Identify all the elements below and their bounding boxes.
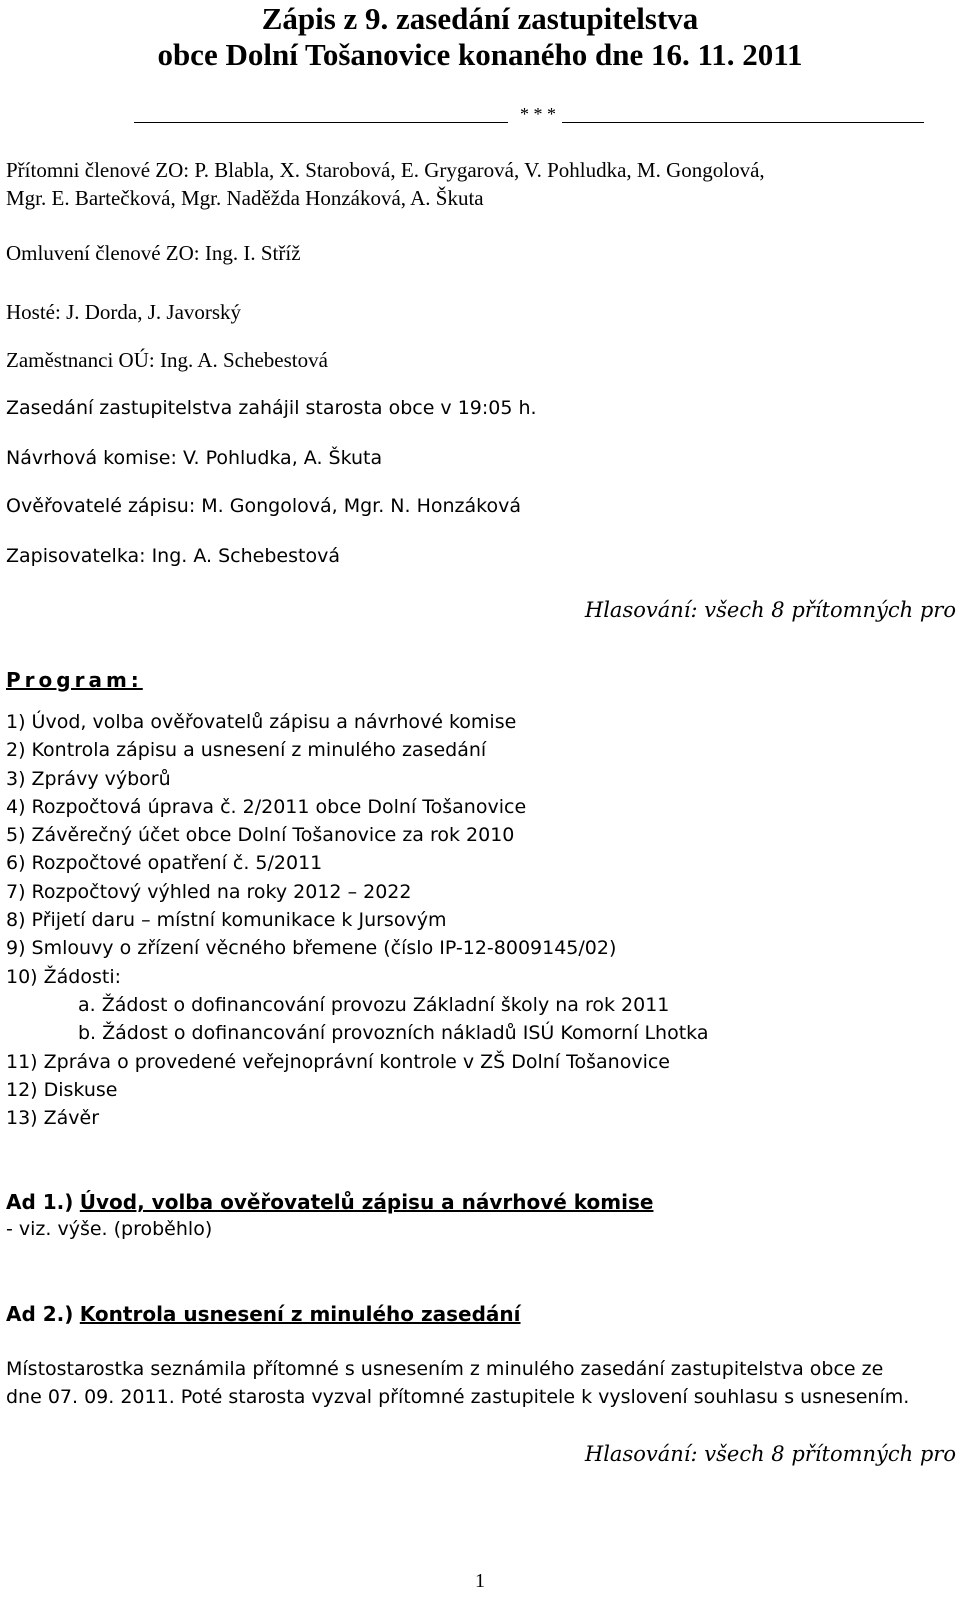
ad2-topic: Kontrola usnesení z minulého zasedání: [79, 1302, 521, 1326]
program-heading: Program:: [6, 668, 143, 692]
document-title-line1: Zápis z 9. zasedání zastupitelstva: [261, 1, 699, 36]
agenda-item: 1) Úvod, volba ověřovatelů zápisu a návrhové komise: [6, 711, 517, 733]
draft-committee: Návrhová komise: V. Pohludka, A. Škuta: [6, 447, 383, 469]
ad2-text-line1: Místostarostka seznámila přítomné s usnesením z minulého zasedání zastupitelstva obce ze: [6, 1358, 884, 1380]
ad2-prefix: Ad 2.): [6, 1302, 74, 1326]
present-members-line2: Mgr. E. Bartečková, Mgr. Naděžda Honzáková, A. Škuta: [6, 186, 484, 210]
excused-members: Omluvení členové ZO: Ing. I. Stříž: [6, 241, 301, 265]
agenda-item: 8) Přijetí daru – místní komunikace k Jursovým: [6, 909, 447, 932]
recorder: Zapisovatelka: Ing. A. Schebestová: [6, 545, 340, 567]
ad2-text-line2: dne 07. 09. 2011. Poté starosta vyzval přítomné zastupitele k vyslovení souhlasu s usnesením.: [6, 1386, 910, 1408]
minutes-verifiers: Ověřovatelé zápisu: M. Gongolová, Mgr. N. Honzáková: [6, 495, 521, 517]
ad1-text: - viz. výše. (proběhlo): [6, 1218, 213, 1240]
agenda-item: 7) Rozpočtový výhled na roky 2012 – 2022: [6, 880, 412, 903]
guests: Hosté: J. Dorda, J. Javorský: [6, 300, 242, 324]
agenda-subitem: b. Žádost o dofinancování provozních nákladů ISÚ Komorní Lhotka: [78, 1022, 709, 1045]
agenda-item: 3) Zprávy výborů: [6, 767, 171, 790]
separator-line-left: [134, 122, 508, 123]
meeting-opened: Zasedání zastupitelstva zahájil starosta obce v 19:05 h.: [6, 397, 537, 419]
agenda-item: 11) Zpráva o provedené veřejnoprávní kontrole v ZŠ Dolní Tošanovice: [6, 1050, 670, 1073]
vote-result-1: Hlasování: všech 8 přítomných pro: [584, 598, 956, 622]
agenda-item: 4) Rozpočtová úprava č. 2/2011 obce Dolní Tošanovice: [6, 795, 527, 818]
agenda-item: 13) Závěr: [6, 1107, 100, 1130]
ad1-prefix: Ad 1.): [6, 1190, 74, 1214]
agenda-item: 2) Kontrola zápisu a usnesení z minulého zasedání: [6, 739, 487, 762]
present-members-line1: Přítomni členové ZO: P. Blabla, X. Starobová, E. Grygarová, V. Pohludka, M. Gongolová,: [6, 158, 765, 182]
agenda-item: 12) Diskuse: [6, 1078, 118, 1101]
document-title-line2: obce Dolní Tošanovice konaného dne 16. 11. 2011: [157, 37, 803, 72]
ad1-heading: [6, 1190, 653, 1214]
vote-result-2: Hlasování: všech 8 přítomných pro: [584, 1442, 956, 1466]
agenda-item: 9) Smlouvy o zřízení věcného břemene (číslo IP-12-8009145/02): [6, 937, 617, 960]
separator-line-right: [562, 122, 924, 123]
page-number: 1: [475, 1570, 485, 1592]
agenda-item: 10) Žádosti:: [6, 965, 122, 988]
agenda-item: 6) Rozpočtové opatření č. 5/2011: [6, 852, 323, 875]
agenda-list: [6, 708, 956, 1132]
staff: Zaměstnanci OÚ: Ing. A. Schebestová: [6, 348, 328, 372]
agenda-item: 5) Závěrečný účet obce Dolní Tošanovice za rok 2010: [6, 824, 515, 847]
ad2-heading: [6, 1302, 521, 1326]
separator-stars: * * *: [520, 104, 556, 124]
agenda-subitem: a. Žádost o dofinancování provozu Základní školy na rok 2011: [78, 993, 670, 1016]
ad1-topic: Úvod, volba ověřovatelů zápisu a návrhové komise: [79, 1190, 654, 1214]
